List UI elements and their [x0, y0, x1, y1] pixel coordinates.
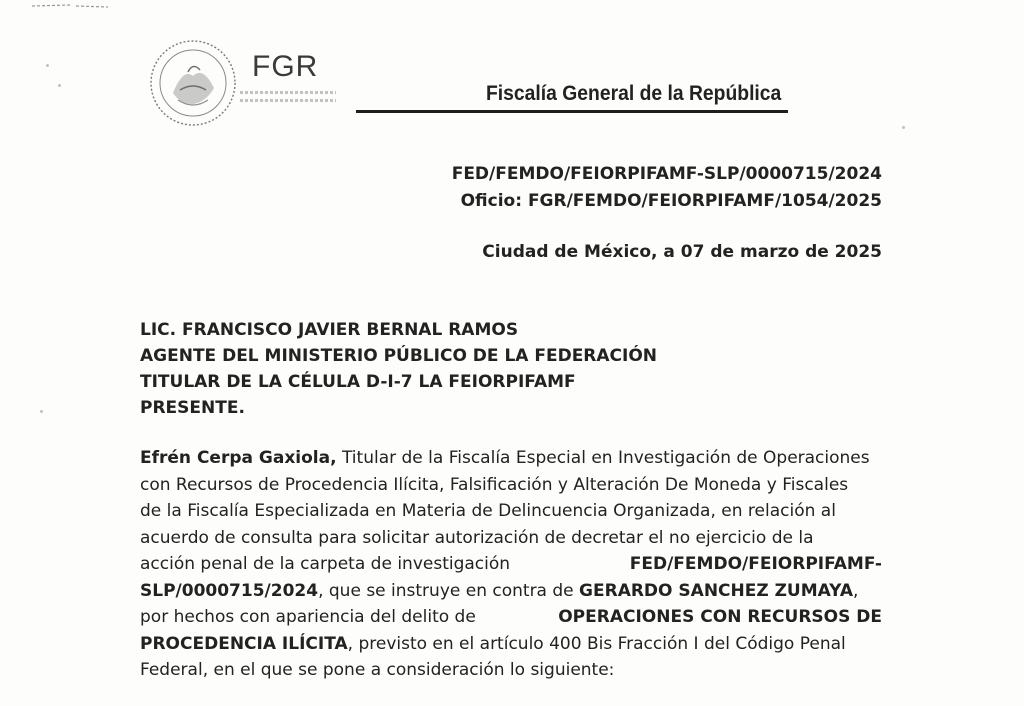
paragraph-line: con Recursos de Procedencia Ilícita, Falsificación y Alteración De Moneda y Fiscales [140, 474, 849, 495]
paragraph-line: Federal, en el que se pone a consideración lo siguiente: [140, 660, 615, 680]
national-seal-icon [148, 38, 238, 128]
paragraph-line: por hechos con apariencia del delito de OPERACIONES CON RECURSOS DE [140, 604, 882, 631]
offense-part1: OPERACIONES CON RECURSOS DE [558, 607, 882, 627]
institution-name: Fiscalía General de la República [486, 82, 782, 105]
scan-speck [46, 64, 49, 67]
addressee-name: LIC. FRANCISCO JAVIER BERNAL RAMOS [140, 320, 519, 340]
brand-subtitle-blurred [240, 86, 336, 114]
paragraph-line: acción penal de la carpeta de investigación FED/FEMDO/FEIORPIFAMF- [140, 551, 882, 578]
offense-part2: PROCEDENCIA ILÍCITA [140, 633, 348, 654]
paragraph-line: PROCEDENCIA ILÍCITA, previsto en el artículo 400 Bis Fracción I del Código Penal [140, 633, 846, 654]
paragraph-line: acuerdo de consulta para solicitar autorización de decretar el no ejercicio de la [140, 527, 814, 548]
brand-acronym: FGR [252, 50, 319, 83]
paragraph-line: de la Fiscalía Especializada en Materia de Delincuencia Organizada, en relación al [140, 501, 836, 521]
body-paragraph [140, 445, 882, 684]
scan-speck [40, 410, 43, 413]
paragraph-line: SLP/0000715/2024, que se instruye en contra de GERARDO SANCHEZ ZUMAYA, [140, 580, 859, 601]
accused-name: GERARDO SANCHEZ ZUMAYA [579, 580, 854, 601]
scan-artifact [30, 2, 110, 10]
place-date: Ciudad de México, a 07 de marzo de 2025 [482, 242, 882, 262]
scan-speck [902, 126, 905, 129]
addressee-unit: TITULAR DE LA CÉLULA D-I-7 LA FEIORPIFAMF [140, 372, 576, 392]
addressee-block [140, 317, 657, 421]
addressee-greeting: PRESENTE. [140, 398, 245, 418]
header-divider [356, 110, 788, 113]
file-number: FED/FEMDO/FEIORPIFAMF-SLP/0000715/2024 [451, 164, 882, 184]
oficio-number: Oficio: FGR/FEMDO/FEIORPIFAMF/1054/2025 [460, 191, 882, 211]
addressee-role: AGENTE DEL MINISTERIO PÚBLICO DE LA FEDERACIÓN [140, 346, 658, 366]
case-number-part2: SLP/0000715/2024 [140, 580, 319, 601]
paragraph-line: Efrén Cerpa Gaxiola, Titular de la Fiscalía Especial en Investigación de Operaciones [140, 448, 870, 468]
case-number-part1: FED/FEMDO/FEIORPIFAMF- [629, 554, 882, 574]
signer-name: Efrén Cerpa Gaxiola, [140, 448, 337, 468]
scan-speck [58, 84, 61, 87]
